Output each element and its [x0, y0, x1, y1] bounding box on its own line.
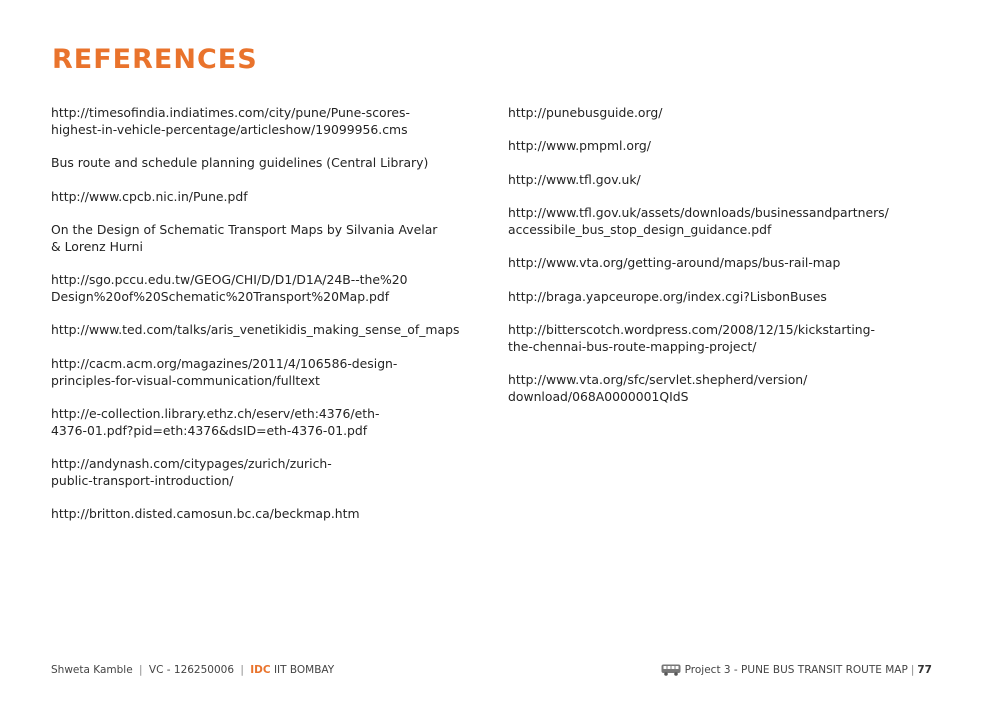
reference-line: Design%20of%20Schematic%20Transport%20Map.pdf — [51, 288, 390, 304]
reference-entry — [508, 255, 928, 272]
reference-entry — [51, 105, 471, 139]
bus-icon — [661, 664, 681, 676]
reference-entry — [508, 172, 928, 189]
reference-entry — [51, 406, 471, 440]
reference-line: http://punebusguide.org/ — [508, 105, 663, 120]
reference-line: http://www.tfl.gov.uk/assets/downloads/businessandpartners/ — [508, 205, 889, 221]
reference-line: highest-in-vehicle-percentage/articleshow/19099956.cms — [51, 121, 408, 137]
reference-line: http://e-collection.library.ethz.ch/eserv/eth:4376/eth- — [51, 405, 380, 421]
course-code: VC - 126250006 — [148, 664, 235, 676]
reference-line: http://www.tfl.gov.uk/ — [508, 171, 641, 187]
references-right-column — [508, 105, 928, 423]
footer-separator: | — [910, 664, 915, 676]
reference-entry — [51, 189, 471, 206]
reference-line: http://www.vta.org/getting-around/maps/bus-rail-map — [508, 255, 841, 271]
footer-left — [51, 664, 334, 676]
reference-entry — [51, 222, 471, 256]
page-title: REFERENCES — [52, 44, 258, 75]
reference-line: http://www.cpcb.nic.in/Pune.pdf — [51, 188, 248, 204]
reference-line: principles-for-visual-communication/fulltext — [51, 372, 320, 388]
reference-entry — [508, 372, 928, 406]
reference-line: the-chennai-bus-route-mapping-project/ — [508, 338, 757, 354]
reference-line: On the Design of Schematic Transport Maps by Silvania Avelar — [51, 221, 438, 237]
org-name: IIT BOMBAY — [273, 664, 335, 676]
reference-line: http://bitterscotch.wordpress.com/2008/12/15/kickstarting- — [508, 322, 875, 338]
reference-line: http://britton.disted.camosun.bc.ca/beckmap.htm — [51, 506, 360, 522]
reference-line: http://timesofindia.indiatimes.com/city/pune/Pune-scores- — [51, 105, 410, 120]
reference-entry — [51, 322, 471, 339]
reference-entry — [508, 322, 928, 356]
footer-right — [661, 664, 932, 676]
reference-entry — [51, 506, 471, 523]
reference-entry — [508, 289, 928, 306]
reference-line: & Lorenz Hurni — [51, 238, 143, 254]
org-highlight: IDC — [250, 664, 271, 676]
reference-line: http://www.vta.org/sfc/servlet.shepherd/version/ — [508, 372, 808, 388]
page-number: 77 — [917, 664, 932, 676]
reference-line: public-transport-introduction/ — [51, 472, 234, 488]
reference-line: download/068A0000001QIdS — [508, 389, 689, 405]
reference-line: http://www.ted.com/talks/aris_venetikidis_making_sense_of_maps — [51, 322, 460, 338]
reference-line: http://andynash.com/citypages/zurich/zurich- — [51, 456, 332, 472]
reference-line: Bus route and schedule planning guidelines (Central Library) — [51, 155, 429, 171]
references-left-column — [51, 105, 471, 540]
reference-entry — [51, 356, 471, 390]
reference-entry — [508, 138, 928, 155]
author-name: Shweta Kamble — [51, 664, 133, 676]
reference-line: http://cacm.acm.org/magazines/2011/4/106586-design- — [51, 355, 398, 371]
reference-entry — [508, 105, 928, 122]
reference-entry — [508, 205, 928, 239]
project-title: Project 3 - PUNE BUS TRANSIT ROUTE MAP — [684, 664, 908, 676]
footer-separator: | — [240, 664, 244, 676]
reference-entry — [51, 456, 471, 490]
footer-separator: | — [139, 664, 143, 676]
reference-line: http://sgo.pccu.edu.tw/GEOG/CHI/D/D1/D1A/24B--the%20 — [51, 272, 408, 288]
reference-line: accessibile_bus_stop_design_guidance.pdf — [508, 221, 772, 237]
reference-entry — [51, 272, 471, 306]
reference-line: 4376-01.pdf?pid=eth:4376&dsID=eth-4376-01.pdf — [51, 422, 368, 438]
reference-entry — [51, 155, 471, 172]
reference-line: http://braga.yapceurope.org/index.cgi?LisbonBuses — [508, 288, 827, 304]
reference-line: http://www.pmpml.org/ — [508, 138, 651, 154]
